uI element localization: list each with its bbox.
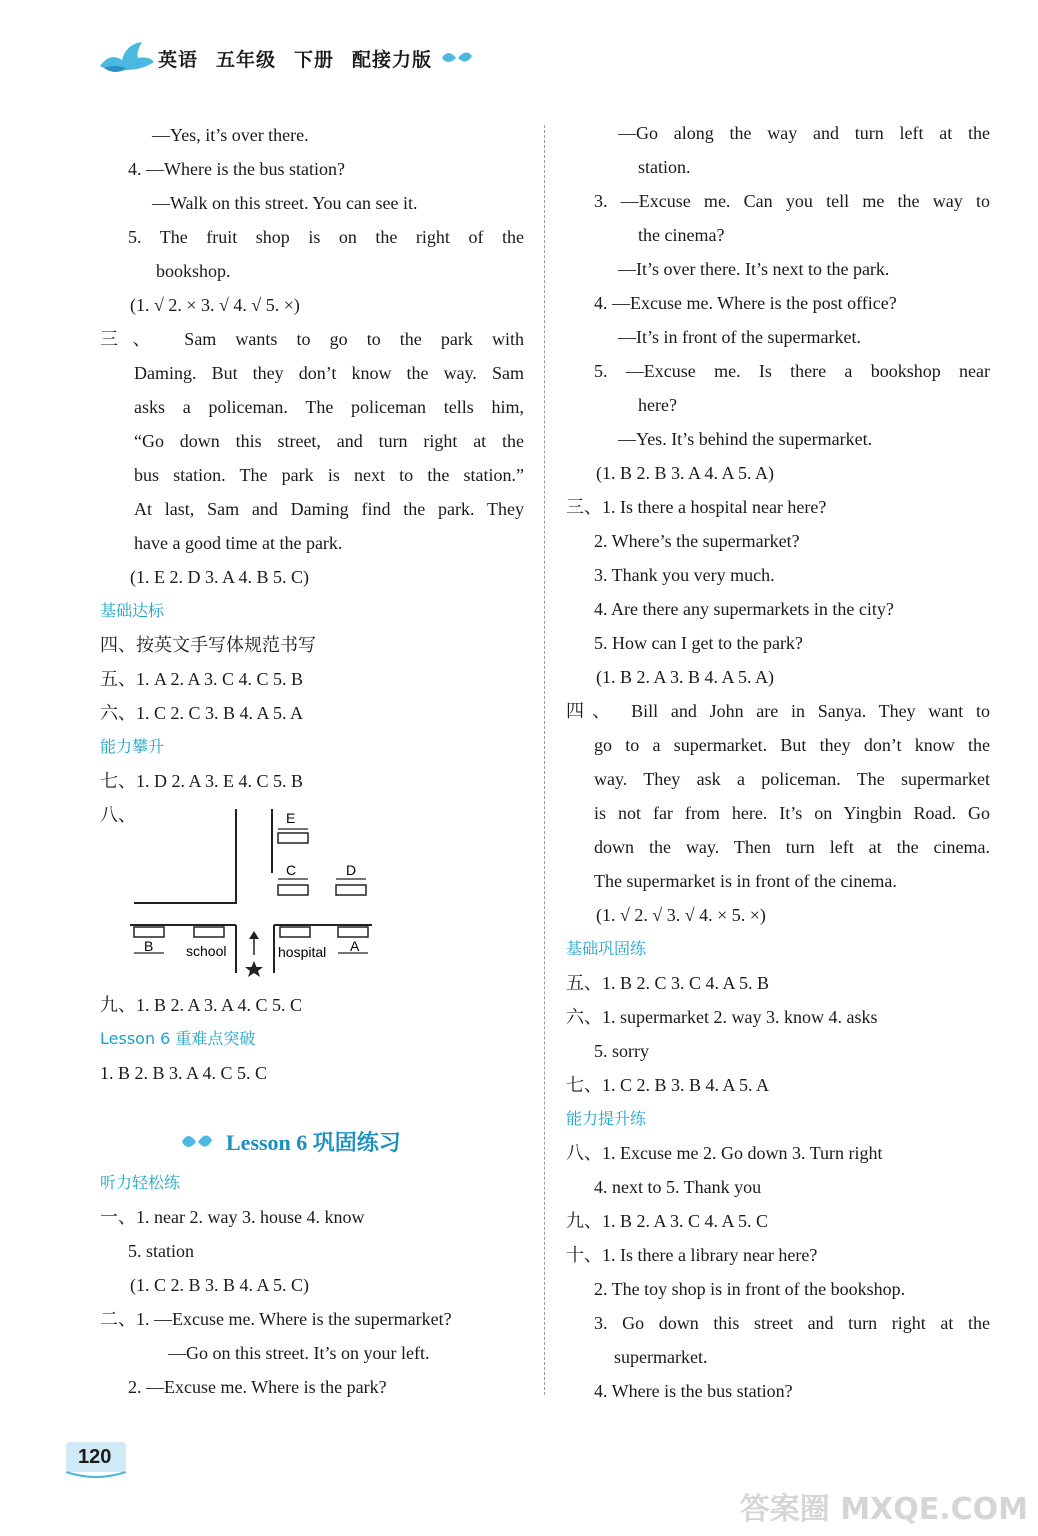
leaf-icon bbox=[180, 1130, 214, 1154]
header-subject: 英语 bbox=[158, 48, 199, 71]
right-line: 5. sorry bbox=[594, 1041, 649, 1061]
map-label-c: C bbox=[286, 862, 297, 878]
right-line: 4. Where is the bus station? bbox=[594, 1381, 793, 1401]
right-line: 3. Thank you very much. bbox=[594, 565, 775, 585]
right-line: 十、1. Is there a library near here? bbox=[566, 1245, 818, 1265]
street-map-diagram bbox=[128, 805, 388, 985]
left-line: 八、 bbox=[100, 805, 136, 825]
left-line: asks a policeman. The policeman tells him, bbox=[134, 397, 524, 417]
right-line: supermarket. bbox=[614, 1347, 708, 1367]
left-line: (1. E 2. D 3. A 4. B 5. C) bbox=[130, 567, 310, 587]
map-label-a: A bbox=[350, 938, 360, 954]
left-line: 听力轻松练 bbox=[100, 1173, 181, 1192]
left-line: —Walk on this street. You can see it. bbox=[152, 193, 418, 213]
right-line: 2. The toy shop is in front of the bookshop. bbox=[594, 1279, 906, 1299]
right-line: 七、1. C 2. B 3. B 4. A 5. A bbox=[566, 1075, 770, 1095]
header-volume: 下册 bbox=[294, 48, 335, 71]
right-line: 4. —Excuse me. Where is the post office? bbox=[594, 293, 897, 313]
right-line: 2. Where’s the supermarket? bbox=[594, 531, 800, 551]
right-line: 5. How can I get to the park? bbox=[594, 633, 803, 653]
right-line: way. They ask a policeman. The supermarket bbox=[594, 769, 990, 789]
right-line: down the way. Then turn left at the cinema. bbox=[594, 837, 990, 857]
bird-logo-icon bbox=[96, 36, 156, 80]
right-line: 六、1. supermarket 2. way 3. know 4. asks bbox=[566, 1007, 878, 1027]
left-line: 三、 Sam wants to go to the park with bbox=[100, 329, 524, 349]
left-line: bookshop. bbox=[156, 261, 231, 281]
right-line: (1. B 2. A 3. B 4. A 5. A) bbox=[596, 667, 775, 687]
right-line: —It’s over there. It’s next to the park. bbox=[618, 259, 890, 279]
left-line: 5. The fruit shop is on the right of the bbox=[128, 227, 524, 247]
map-label-hospital: hospital bbox=[278, 944, 327, 960]
lesson-title bbox=[180, 1126, 401, 1157]
right-line: 八、1. Excuse me 2. Go down 3. Turn right bbox=[566, 1143, 883, 1163]
right-line: 5. —Excuse me. Is there a bookshop near bbox=[594, 361, 990, 381]
page-number-badge bbox=[64, 1440, 128, 1480]
right-line: here? bbox=[638, 395, 677, 415]
left-line: —Yes, it’s over there. bbox=[152, 125, 309, 145]
map-label-d: D bbox=[346, 862, 357, 878]
right-line: (1. √ 2. √ 3. √ 4. × 5. ×) bbox=[596, 905, 766, 925]
left-line: (1. √ 2. × 3. √ 4. √ 5. ×) bbox=[130, 295, 300, 315]
right-line: —Go along the way and turn left at the bbox=[618, 123, 990, 143]
right-line: 四、 Bill and John are in Sanya. They want to bbox=[566, 701, 990, 721]
map-label-school: school bbox=[186, 943, 227, 959]
page-number: 120 bbox=[78, 1446, 112, 1468]
left-line: Lesson 6 重难点突破 bbox=[100, 1029, 256, 1048]
star-icon bbox=[245, 961, 263, 977]
watermark bbox=[739, 1438, 1028, 1528]
right-line: 九、1. B 2. A 3. C 4. A 5. C bbox=[566, 1211, 769, 1231]
left-line: 基础达标 bbox=[100, 601, 165, 620]
right-line: the cinema? bbox=[638, 225, 725, 245]
lesson-title-text: Lesson 6 巩固练习 bbox=[226, 1130, 401, 1155]
left-line: 能力攀升 bbox=[100, 737, 165, 756]
left-line: At last, Sam and Daming find the park. They bbox=[134, 499, 524, 519]
right-line: 4. next to 5. Thank you bbox=[594, 1177, 762, 1197]
left-line: 4. —Where is the bus station? bbox=[128, 159, 345, 179]
right-line: 能力提升练 bbox=[566, 1109, 647, 1128]
left-line: 四、按英文手写体规范书写 bbox=[100, 635, 316, 655]
left-line: have a good time at the park. bbox=[134, 533, 343, 553]
up-arrow-icon bbox=[249, 931, 259, 955]
right-line: 4. Are there any supermarkets in the city? bbox=[594, 599, 894, 619]
left-line: 六、1. C 2. C 3. B 4. A 5. A bbox=[100, 703, 304, 723]
left-line: —Go on this street. It’s on your left. bbox=[168, 1343, 430, 1363]
right-line: 五、1. B 2. C 3. C 4. A 5. B bbox=[566, 973, 770, 993]
left-line: 七、1. D 2. A 3. E 4. C 5. B bbox=[100, 771, 304, 791]
right-line: 3. Go down this street and turn right at the bbox=[594, 1313, 990, 1333]
right-line: go to a supermarket. But they don’t know the bbox=[594, 735, 990, 755]
watermark-text: 答案圈 MXQE.COM bbox=[739, 1492, 1028, 1527]
leaf-decoration-icon bbox=[440, 48, 474, 68]
left-line: “Go down this street, and turn right at the bbox=[134, 431, 524, 451]
right-line: (1. B 2. B 3. A 4. A 5. A) bbox=[596, 463, 775, 483]
right-line: is not far from here. It’s on Yingbin Road. Go bbox=[594, 803, 990, 823]
map-label-e: E bbox=[286, 810, 296, 826]
page-header bbox=[96, 36, 474, 80]
right-line: —It’s in front of the supermarket. bbox=[618, 327, 861, 347]
header-edition: 配接力版 bbox=[352, 48, 433, 71]
left-line: 5. station bbox=[128, 1241, 194, 1261]
left-line: bus station. The park is next to the station.” bbox=[134, 465, 524, 485]
right-line: The supermarket is in front of the cinema. bbox=[594, 871, 897, 891]
right-line: 3. —Excuse me. Can you tell me the way to bbox=[594, 191, 990, 211]
left-line: 二、1. —Excuse me. Where is the supermarket? bbox=[100, 1309, 452, 1329]
map-label-b: B bbox=[144, 938, 154, 954]
left-line: 一、1. near 2. way 3. house 4. know bbox=[100, 1207, 365, 1227]
right-line: 基础巩固练 bbox=[566, 939, 647, 958]
right-line: station. bbox=[638, 157, 691, 177]
left-line: (1. C 2. B 3. B 4. A 5. C) bbox=[130, 1275, 310, 1295]
right-line: —Yes. It’s behind the supermarket. bbox=[618, 429, 873, 449]
column-divider bbox=[544, 125, 545, 1395]
header-grade: 五年级 bbox=[216, 48, 277, 71]
left-line: 2. —Excuse me. Where is the park? bbox=[128, 1377, 387, 1397]
left-line: 1. B 2. B 3. A 4. C 5. C bbox=[100, 1063, 268, 1083]
left-line: 五、1. A 2. A 3. C 4. C 5. B bbox=[100, 669, 304, 689]
left-line: 九、1. B 2. A 3. A 4. C 5. C bbox=[100, 995, 303, 1015]
right-line: 三、1. Is there a hospital near here? bbox=[566, 497, 827, 517]
left-line: Daming. But they don’t know the way. Sam bbox=[134, 363, 524, 383]
